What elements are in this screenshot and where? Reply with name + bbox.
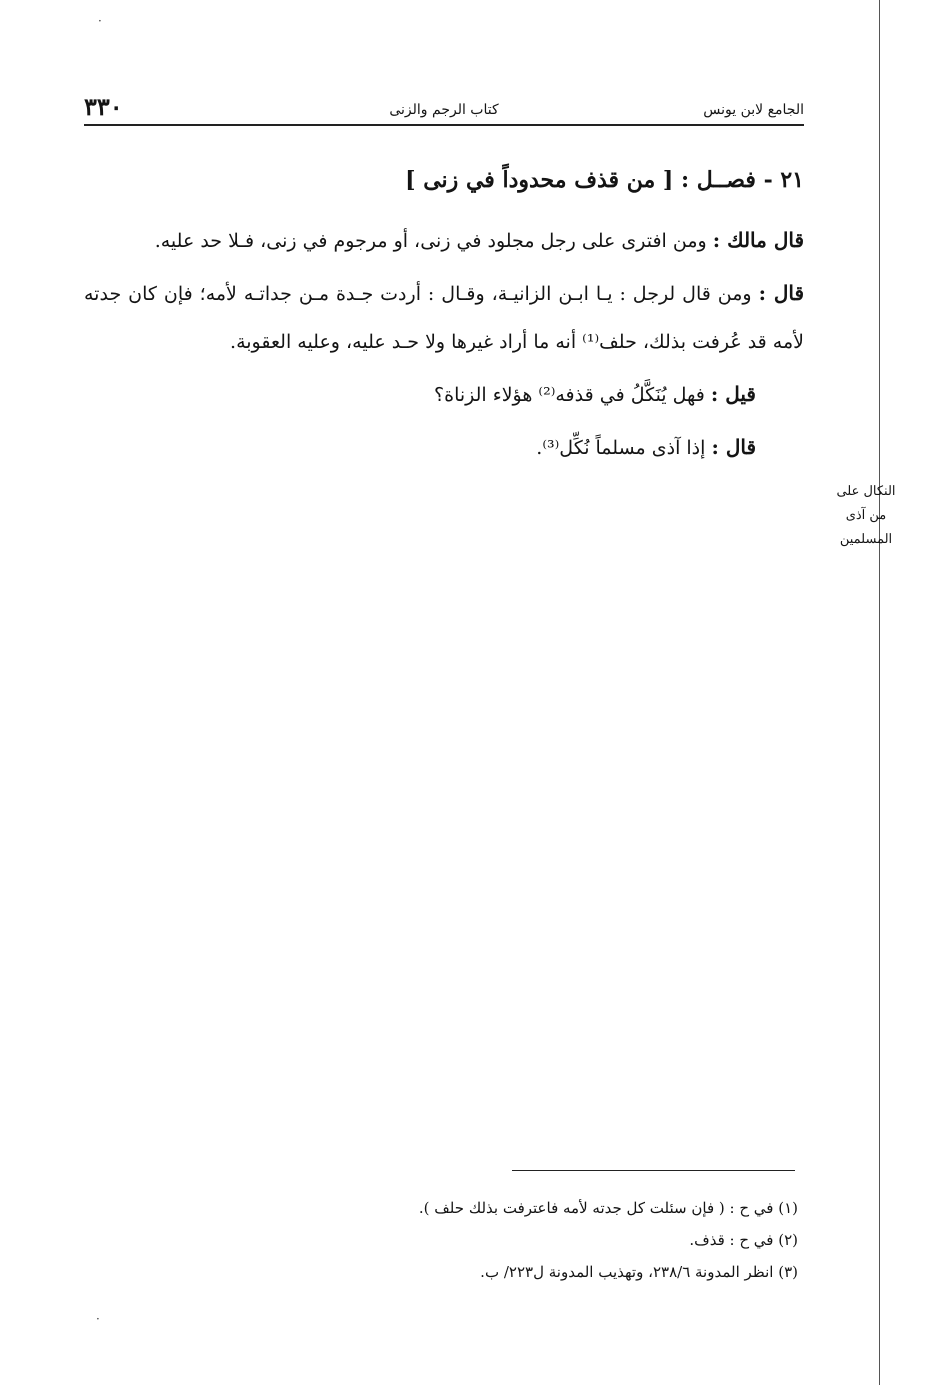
paragraph-text: فهل يُنَكَّلُ في قذفه⁽²⁾ هؤلاء الزناة؟	[434, 384, 711, 406]
section-title: ٢١ - فصــل : [ من قذف محدوداً في زنى ]	[405, 167, 804, 193]
page-number: ٣٣٠	[84, 92, 123, 121]
footnotes	[84, 1192, 798, 1288]
footnote-2: (٢) في ح : قذف.	[689, 1231, 798, 1249]
page-edge-line	[879, 0, 880, 1385]
paragraph-text: ومن افترى على رجل مجلود في زنى، أو مرجوم في زنى، فـلا حد عليه.	[154, 230, 713, 252]
paragraph-4	[84, 423, 804, 472]
paragraph-lead: قال مالك :	[712, 228, 804, 252]
margin-note: النكال على من آذى المسلمين	[836, 484, 896, 547]
header-book-name: الجامع لابن يونس	[703, 102, 804, 118]
paragraph-lead: قيل :	[710, 382, 756, 406]
footnote-separator	[512, 1170, 795, 1171]
paragraph-1	[84, 216, 804, 265]
scan-speck: ·	[96, 1312, 100, 1326]
scan-speck: ·	[98, 14, 102, 28]
running-header	[84, 92, 804, 126]
paragraph-3	[84, 370, 804, 419]
paragraph-2	[84, 269, 804, 366]
header-chapter-name: كتاب الرجم والزنى	[389, 102, 499, 118]
paragraph-lead: قال :	[758, 281, 805, 305]
paragraph-text: إذا آذى مسلماً نُكِّل⁽³⁾.	[536, 437, 712, 459]
main-text	[84, 158, 804, 476]
footnote-1: (١) في ح : ( فإن سئلت كل جدته لأمه فاعترفت بذلك حلف ).	[418, 1199, 798, 1217]
paragraph-text: ومن قال لرجل : يـا ابـن الزانيـة، وقـال : أردت جـدة مـن جداتـه لأمه؛ فإن كان جدته لأمه قد عُرفت بذلك، حلف⁽¹⁾ أنه ما أراد غيرها ولا حـد عليه، وعليه العقوبة.	[84, 283, 804, 353]
paragraph-lead: قال :	[711, 435, 756, 459]
footnote-3: (٣) انظر المدونة ٢٣٨/٦، وتهذيب المدونة ل٢٢٣/ ب.	[480, 1263, 798, 1281]
